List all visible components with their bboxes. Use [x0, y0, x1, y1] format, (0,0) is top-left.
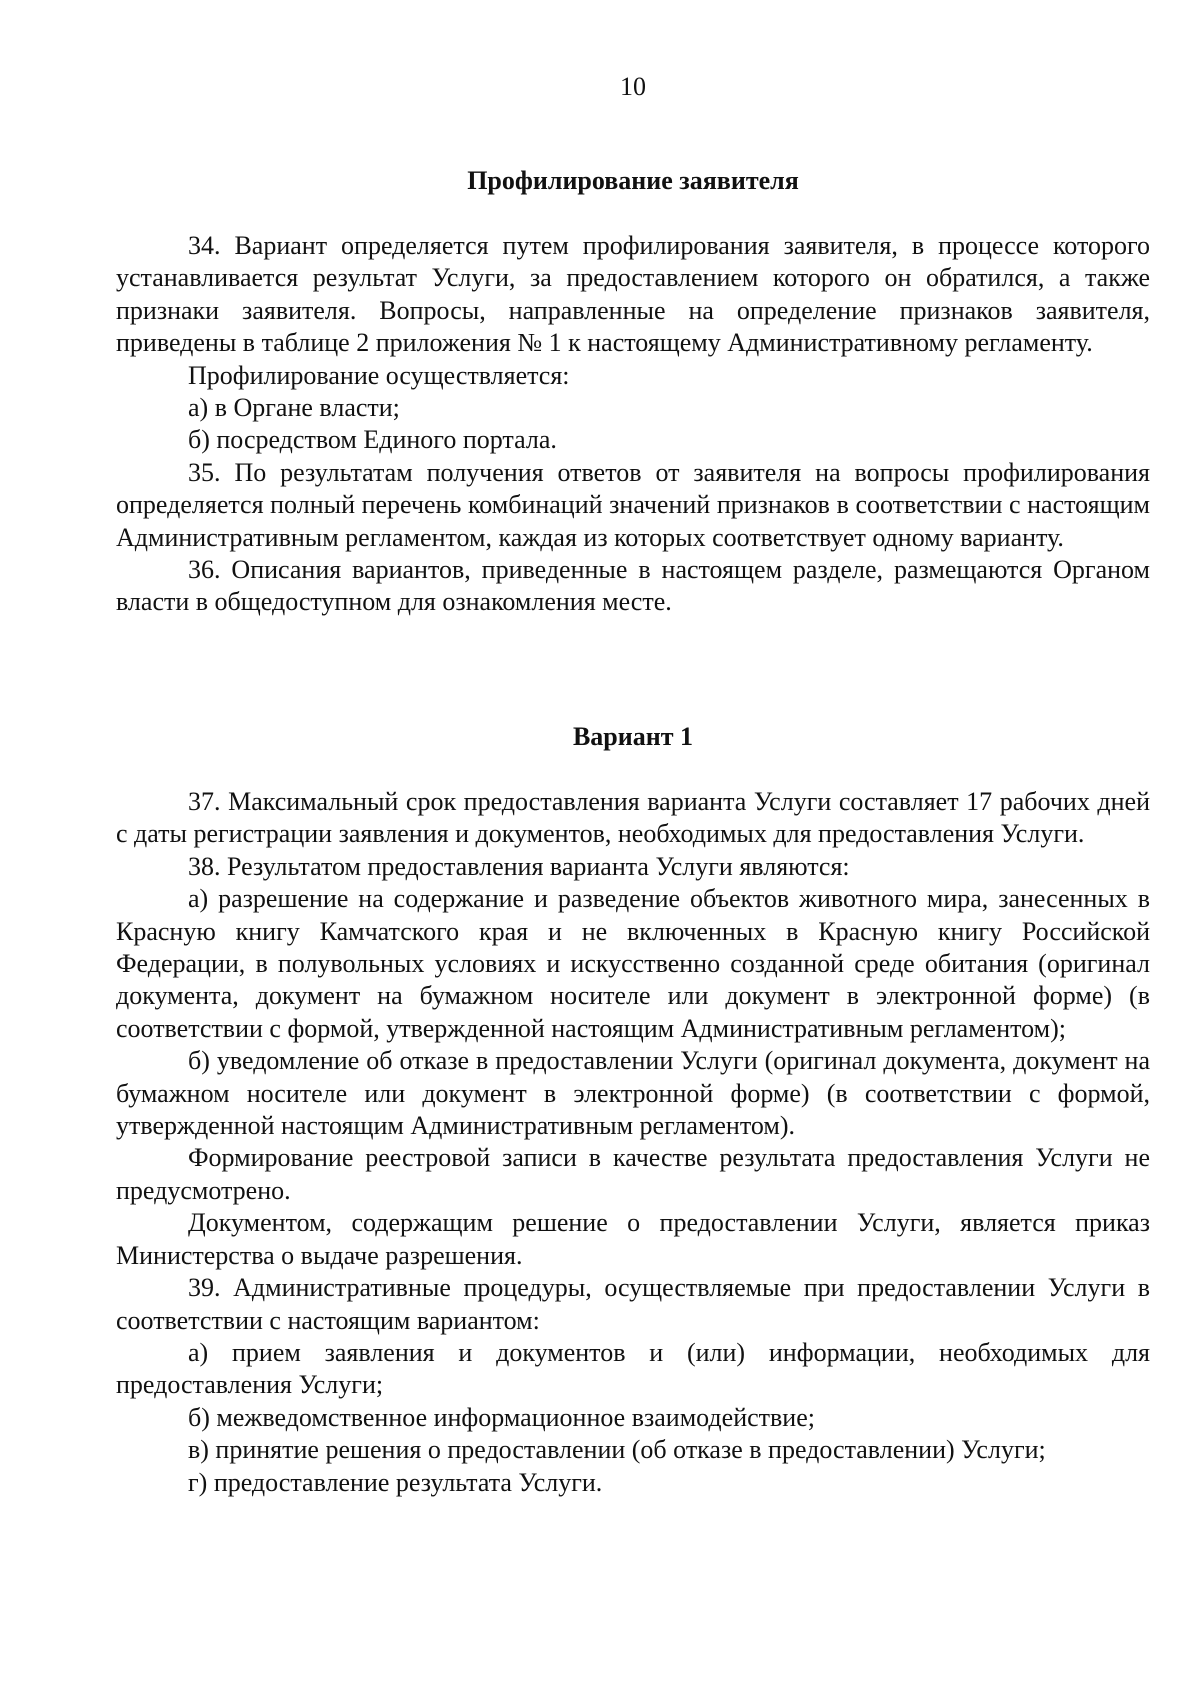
list-item-a: а) прием заявления и документов и (или) информации, необходимых для предоставления Услуги; [116, 1337, 1150, 1400]
paragraph-34: 34. Вариант определяется путем профилирования заявителя, в процессе которого устанавливается результат Услуги, за предоставлением которого он обратился, а также признаки заявителя. Вопросы, направленные на определение признаков заявителя, приведены в таблице 2 приложения № 1 к настоящему Административному регламенту. [116, 231, 1150, 358]
list-item-b: б) посредством Единого портала. [188, 425, 557, 455]
section-heading-profiling: Профилирование заявителя [467, 166, 799, 195]
section-body-profiling [116, 230, 1150, 619]
paragraph-36: 36. Описания вариантов, приведенные в настоящем разделе, размещаются Органом власти в общедоступном для ознакомления месте. [116, 555, 1150, 617]
paragraph-decision-document: Документом, содержащим решение о предоставлении Услуги, является приказ Министерства о выдаче разрешения. [116, 1208, 1150, 1270]
page-number: 10 [620, 72, 646, 101]
paragraph-38: 38. Результатом предоставления варианта Услуги являются: [188, 851, 850, 881]
paragraph-35: 35. По результатам получения ответов от заявителя на вопросы профилирования определяется полный перечень комбинаций значений признаков в соответствии с настоящим Административным регламентом, каждая из которых соответствует одному варианту. [116, 457, 1150, 552]
list-item-c: в) принятие решения о предоставлении (об отказе в предоставлении) Услуги; [188, 1435, 1046, 1465]
section-heading-variant-1: Вариант 1 [572, 722, 694, 751]
paragraph-registry-record: Формирование реестровой записи в качестве результата предоставления Услуги не предусмотрено. [116, 1143, 1150, 1205]
list-item-d: г) предоставление результата Услуги. [188, 1467, 603, 1497]
paragraph-39: 39. Административные процедуры, осуществляемые при предоставлении Услуги в соответствии с настоящим вариантом: [116, 1273, 1150, 1335]
list-item-a: а) разрешение на содержание и разведение объектов животного мира, занесенных в Красную книгу Камчатского края и не включенных в Красную книгу Российской Федерации, в полувольных условиях и искусственно созданной среде обитания (оригинал документа, документ на бумажном носителе или документ в электронной форме) (в соответствии с формой, утвержденной настоящим Административным регламентом); [116, 884, 1150, 1043]
paragraph-37: 37. Максимальный срок предоставления варианта Услуги составляет 17 рабочих дней с даты регистрации заявления и документов, необходимых для предоставления Услуги. [116, 787, 1150, 849]
paragraph-profiling-intro: Профилирование осуществляется: [188, 360, 570, 390]
list-item-b: б) межведомственное информационное взаимодействие; [188, 1402, 815, 1432]
list-item-b: б) уведомление об отказе в предоставлении Услуги (оригинал документа, документ на бумажном носителе или документ в электронной форме) (в соответствии с формой, утвержденной настоящим Административным регламентом). [116, 1046, 1150, 1141]
section-body-variant-1 [116, 786, 1150, 1499]
list-item-a: а) в Органе власти; [188, 393, 400, 423]
